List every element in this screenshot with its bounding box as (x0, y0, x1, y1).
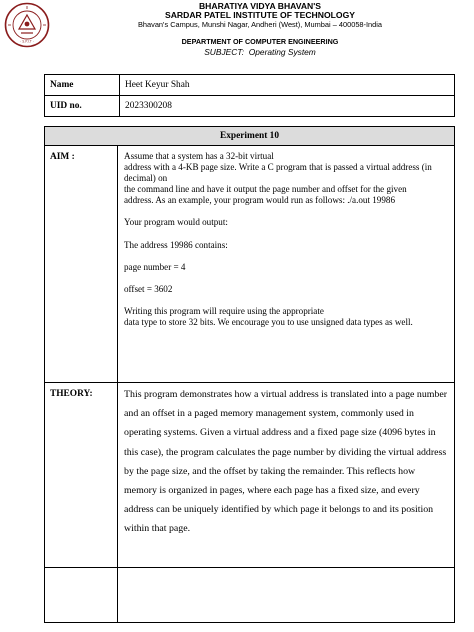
aim-line: The address 19986 contains: (124, 239, 228, 250)
name-label: Name (45, 75, 120, 96)
aim-label: AIM : (45, 146, 118, 383)
uid-label: UID no. (45, 96, 120, 117)
aim-line: the command line and have it output the page number and offset for the given (124, 184, 407, 195)
theory-row (45, 383, 455, 568)
aim-line: address. As an example, your program would run as follows: ./a.out 19986 (124, 195, 395, 206)
experiment-table (44, 126, 455, 623)
name-value: Heet Keyur Shah (120, 75, 455, 96)
blank-content-cell (118, 568, 455, 623)
blank-label-cell (45, 568, 118, 623)
student-info-table (44, 74, 455, 117)
uid-value: 2023300208 (120, 96, 455, 117)
subject-value: Operating System (248, 47, 316, 57)
aim-content (118, 146, 455, 383)
department-name: DEPARTMENT OF COMPUTER ENGINEERING (181, 37, 339, 46)
uid-row (45, 96, 455, 117)
subject-line (100, 47, 420, 57)
experiment-title: Experiment 10 (45, 127, 455, 146)
theory-content: This program demonstrates how a virtual address is translated into a page number and an offset in a paged memory management system, commonly used in operating systems. Given a virtual address and a fixed page size (4096 bytes in this case), the program calculates the page number by dividing the virtual address by the page size, and the offset by taking the remainder. This reflects how memory is organized in pages, where each page has a fixed size, and every address can be uniquely identified by which page it belongs to and its position within that page. (118, 383, 455, 568)
name-row (45, 75, 455, 96)
aim-line: Your program would output: (124, 217, 228, 228)
aim-line: Assume that a system has a 32-bit virtual (124, 151, 274, 161)
aim-line: Writing this program will require using the appropriate (124, 305, 324, 316)
institute-seal-logo (4, 2, 50, 48)
institute-address: Bhavan's Campus, Munshi Nagar, Andheri (West), Mumbai – 400058-India (137, 20, 383, 29)
svg-text:· S.P.I.T ·: · S.P.I.T · (20, 39, 34, 44)
aim-row (45, 146, 455, 383)
institute-name: SARDAR PATEL INSTITUTE OF TECHNOLOGY (164, 10, 356, 20)
aim-line: data type to store 32 bits. We encourage you to use unsigned data types as well. (124, 316, 413, 327)
aim-line: offset = 3602 (124, 283, 173, 294)
trust-name: BHARATIYA VIDYA BHAVAN'S (198, 1, 322, 11)
aim-line: page number = 4 (124, 261, 186, 272)
aim-line: address with a 4-KB page size. Write a C program that is passed a virtual address (in decimal) on (124, 162, 432, 184)
subject-label: SUBJECT: (204, 47, 245, 57)
theory-label: THEORY: (45, 383, 118, 568)
blank-row (45, 568, 455, 623)
